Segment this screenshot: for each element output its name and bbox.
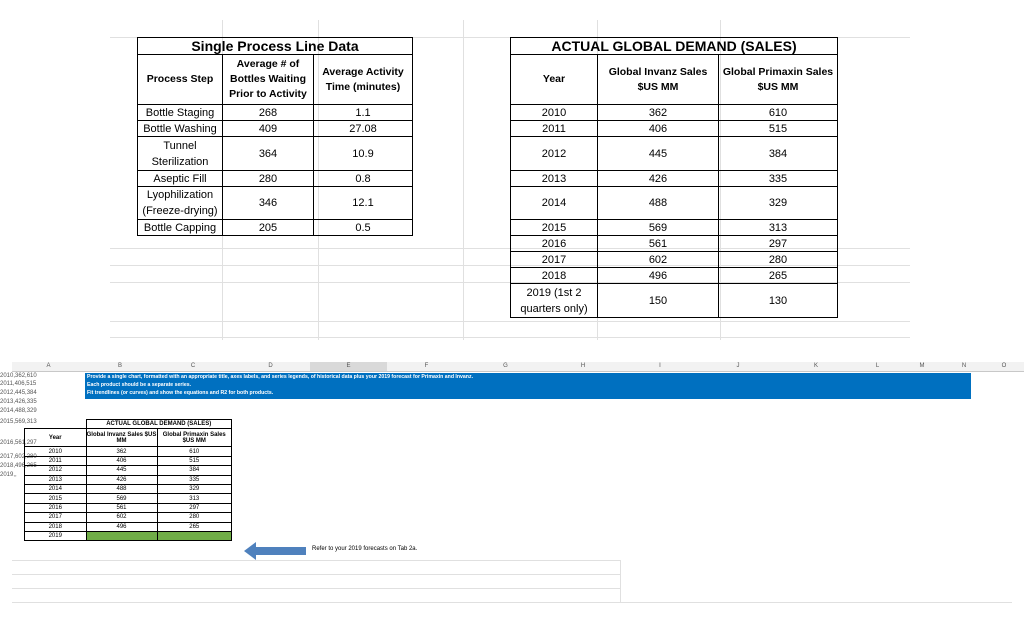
process-step-cell[interactable]: Bottle Washing (138, 121, 223, 137)
column-header[interactable]: J (699, 362, 777, 372)
bottles-cell[interactable]: 346 (223, 187, 314, 220)
process-step-cell[interactable]: Bottle Staging (138, 105, 223, 121)
small-invanz-cell[interactable]: 406 (86, 456, 157, 465)
row-header[interactable]: 2014,488,329 (0, 408, 37, 414)
primaxin-cell[interactable]: 329 (719, 187, 838, 220)
small-primaxin-cell[interactable]: 280 (157, 513, 232, 522)
bottles-cell[interactable]: 205 (223, 220, 314, 236)
time-cell[interactable]: 0.8 (314, 171, 413, 187)
gridline (463, 20, 464, 340)
time-cell[interactable]: 10.9 (314, 137, 413, 171)
small-table-title: ACTUAL GLOBAL DEMAND (SALES) (86, 420, 232, 429)
row-header[interactable]: 2013,426,335 (0, 399, 37, 405)
small-primaxin-cell[interactable]: 329 (157, 484, 232, 493)
column-header[interactable]: A (12, 362, 85, 372)
header-primaxin: Global Primaxin Sales $US MM (719, 55, 838, 105)
time-cell[interactable]: 0.5 (314, 220, 413, 236)
small-header-invanz: Global Invanz Sales $US MM (86, 429, 157, 447)
process-table (137, 37, 413, 236)
small-primaxin-cell[interactable]: 313 (157, 494, 232, 503)
primaxin-cell[interactable]: 265 (719, 268, 838, 284)
header-invanz: Global Invanz Sales $US MM (598, 55, 719, 105)
small-year-cell[interactable]: 2014 (25, 484, 87, 493)
primaxin-cell[interactable]: 297 (719, 236, 838, 252)
year-cell[interactable]: 2010 (511, 105, 598, 121)
column-header[interactable]: G (466, 362, 545, 372)
gridline (12, 602, 1012, 603)
invanz-cell[interactable]: 569 (598, 220, 719, 236)
small-invanz-cell[interactable]: 445 (86, 466, 157, 475)
small-invanz-cell[interactable]: 488 (86, 484, 157, 493)
column-header[interactable]: F (387, 362, 466, 372)
column-header[interactable]: D (231, 362, 310, 372)
primaxin-cell[interactable]: 384 (719, 137, 838, 171)
invanz-cell[interactable]: 406 (598, 121, 719, 137)
year-cell[interactable]: 2017 (511, 252, 598, 268)
year-cell[interactable]: 2016 (511, 236, 598, 252)
primaxin-cell[interactable]: 515 (719, 121, 838, 137)
header-avg-bottles: Average # of Bottles Waiting Prior to Activity (223, 55, 314, 105)
year-cell[interactable]: 2012 (511, 137, 598, 171)
gridline (12, 574, 620, 575)
column-header[interactable]: B (85, 362, 155, 372)
column-header[interactable]: K (777, 362, 855, 372)
time-cell[interactable]: 1.1 (314, 105, 413, 121)
forecast-invanz-cell[interactable] (86, 531, 157, 540)
row-header[interactable]: 2011,406,515 (0, 381, 37, 387)
small-primaxin-cell[interactable]: 384 (157, 466, 232, 475)
column-header[interactable]: L (855, 362, 900, 372)
small-invanz-cell[interactable]: 561 (86, 503, 157, 512)
small-invanz-cell[interactable]: 602 (86, 513, 157, 522)
year-cell[interactable]: 2019 (1st 2 quarters only) (511, 284, 598, 318)
small-year-cell[interactable]: 2013 (25, 475, 87, 484)
process-step-cell[interactable]: Bottle Capping (138, 220, 223, 236)
bottles-cell[interactable]: 280 (223, 171, 314, 187)
small-header-year: Year (25, 429, 87, 447)
invanz-cell[interactable]: 488 (598, 187, 719, 220)
column-header[interactable]: I (621, 362, 699, 372)
demand-table-title: ACTUAL GLOBAL DEMAND (SALES) (511, 38, 838, 55)
small-invanz-cell[interactable]: 362 (86, 447, 157, 456)
invanz-cell[interactable]: 602 (598, 252, 719, 268)
primaxin-cell[interactable]: 130 (719, 284, 838, 318)
invanz-cell[interactable]: 362 (598, 105, 719, 121)
small-year-cell[interactable]: 2010 (25, 447, 87, 456)
small-invanz-cell[interactable]: 496 (86, 522, 157, 531)
primaxin-cell[interactable]: 313 (719, 220, 838, 236)
row-header[interactable]: 2015,569,313 (0, 419, 37, 425)
process-step-cell[interactable]: Tunnel Sterilization (138, 137, 223, 171)
year-cell[interactable]: 2011 (511, 121, 598, 137)
small-year-cell[interactable]: 2018 (25, 522, 87, 531)
header-process-step: Process Step (138, 55, 223, 105)
instruction-line: Fit trendlines (or curves) and show the equations and R2 for both products. (87, 390, 274, 396)
invanz-cell[interactable]: 496 (598, 268, 719, 284)
header-activity-time: Average Activity Time (minutes) (314, 55, 413, 105)
row-header[interactable]: 2017,602,280 (0, 454, 37, 460)
primaxin-cell[interactable]: 280 (719, 252, 838, 268)
forecast-primaxin-cell[interactable] (157, 531, 232, 540)
time-cell[interactable]: 12.1 (314, 187, 413, 220)
time-cell[interactable]: 27.08 (314, 121, 413, 137)
column-header[interactable]: N (944, 362, 984, 372)
forecast-note: Refer to your 2019 forecasts on Tab 2a. (312, 546, 418, 552)
bottles-cell[interactable]: 409 (223, 121, 314, 137)
instructions-banner (85, 373, 971, 399)
small-year-cell[interactable]: 2016 (25, 503, 87, 512)
year-cell[interactable]: 2014 (511, 187, 598, 220)
process-table-title: Single Process Line Data (138, 38, 413, 55)
instruction-line: Provide a single chart, formatted with an appropriate title, axes labels, and series legends, of historical data plus your 2019 forecast for Primaxin and Invanz. (87, 374, 474, 380)
invanz-cell[interactable]: 561 (598, 236, 719, 252)
primaxin-cell[interactable]: 610 (719, 105, 838, 121)
small-primaxin-cell[interactable]: 515 (157, 456, 232, 465)
column-header[interactable]: O (984, 362, 1024, 372)
column-header[interactable]: M (900, 362, 944, 372)
demand-table-small (24, 419, 232, 541)
year-cell[interactable]: 2013 (511, 171, 598, 187)
invanz-cell[interactable]: 445 (598, 137, 719, 171)
bottles-cell[interactable]: 364 (223, 137, 314, 171)
demand-table (510, 37, 838, 318)
row-header[interactable]: 2012,445,384 (0, 390, 37, 396)
row-header[interactable]: 2016,561,297 (0, 440, 37, 446)
small-year-cell[interactable]: 2015 (25, 494, 87, 503)
gridline (620, 560, 621, 602)
process-step-cell[interactable]: Lyophilization (Freeze-drying) (138, 187, 223, 220)
header-year: Year (511, 55, 598, 105)
small-invanz-cell[interactable]: 426 (86, 475, 157, 484)
row-header[interactable]: 2019,, (0, 472, 17, 478)
left-arrow-icon (244, 542, 308, 560)
gridline (110, 337, 910, 338)
small-primaxin-cell[interactable]: 335 (157, 475, 232, 484)
year-cell[interactable]: 2018 (511, 268, 598, 284)
invanz-cell[interactable]: 150 (598, 284, 719, 318)
small-header-primaxin: Global Primaxin Sales $US MM (157, 429, 232, 447)
invanz-cell[interactable]: 426 (598, 171, 719, 187)
column-header[interactable]: E (310, 362, 387, 372)
row-header[interactable]: 2010,362,610 (0, 373, 37, 379)
small-year-cell[interactable]: 2011 (25, 456, 87, 465)
gridline (12, 560, 620, 561)
row-header[interactable]: 2018,496,265 (0, 463, 37, 469)
small-year-cell[interactable]: 2012 (25, 466, 87, 475)
year-cell[interactable]: 2015 (511, 220, 598, 236)
small-primaxin-cell[interactable]: 610 (157, 447, 232, 456)
small-invanz-cell[interactable]: 569 (86, 494, 157, 503)
small-primaxin-cell[interactable]: 265 (157, 522, 232, 531)
column-header[interactable]: C (155, 362, 231, 372)
process-step-cell[interactable]: Aseptic Fill (138, 171, 223, 187)
small-primaxin-cell[interactable]: 297 (157, 503, 232, 512)
primaxin-cell[interactable]: 335 (719, 171, 838, 187)
gridline (110, 321, 910, 322)
instruction-line: Each product should be a separate series. (87, 382, 192, 388)
column-header[interactable]: H (545, 362, 621, 372)
small-year-cell[interactable]: 2017 (25, 513, 87, 522)
gridline (12, 588, 620, 589)
small-year-cell[interactable]: 2019 (25, 531, 87, 540)
bottles-cell[interactable]: 268 (223, 105, 314, 121)
